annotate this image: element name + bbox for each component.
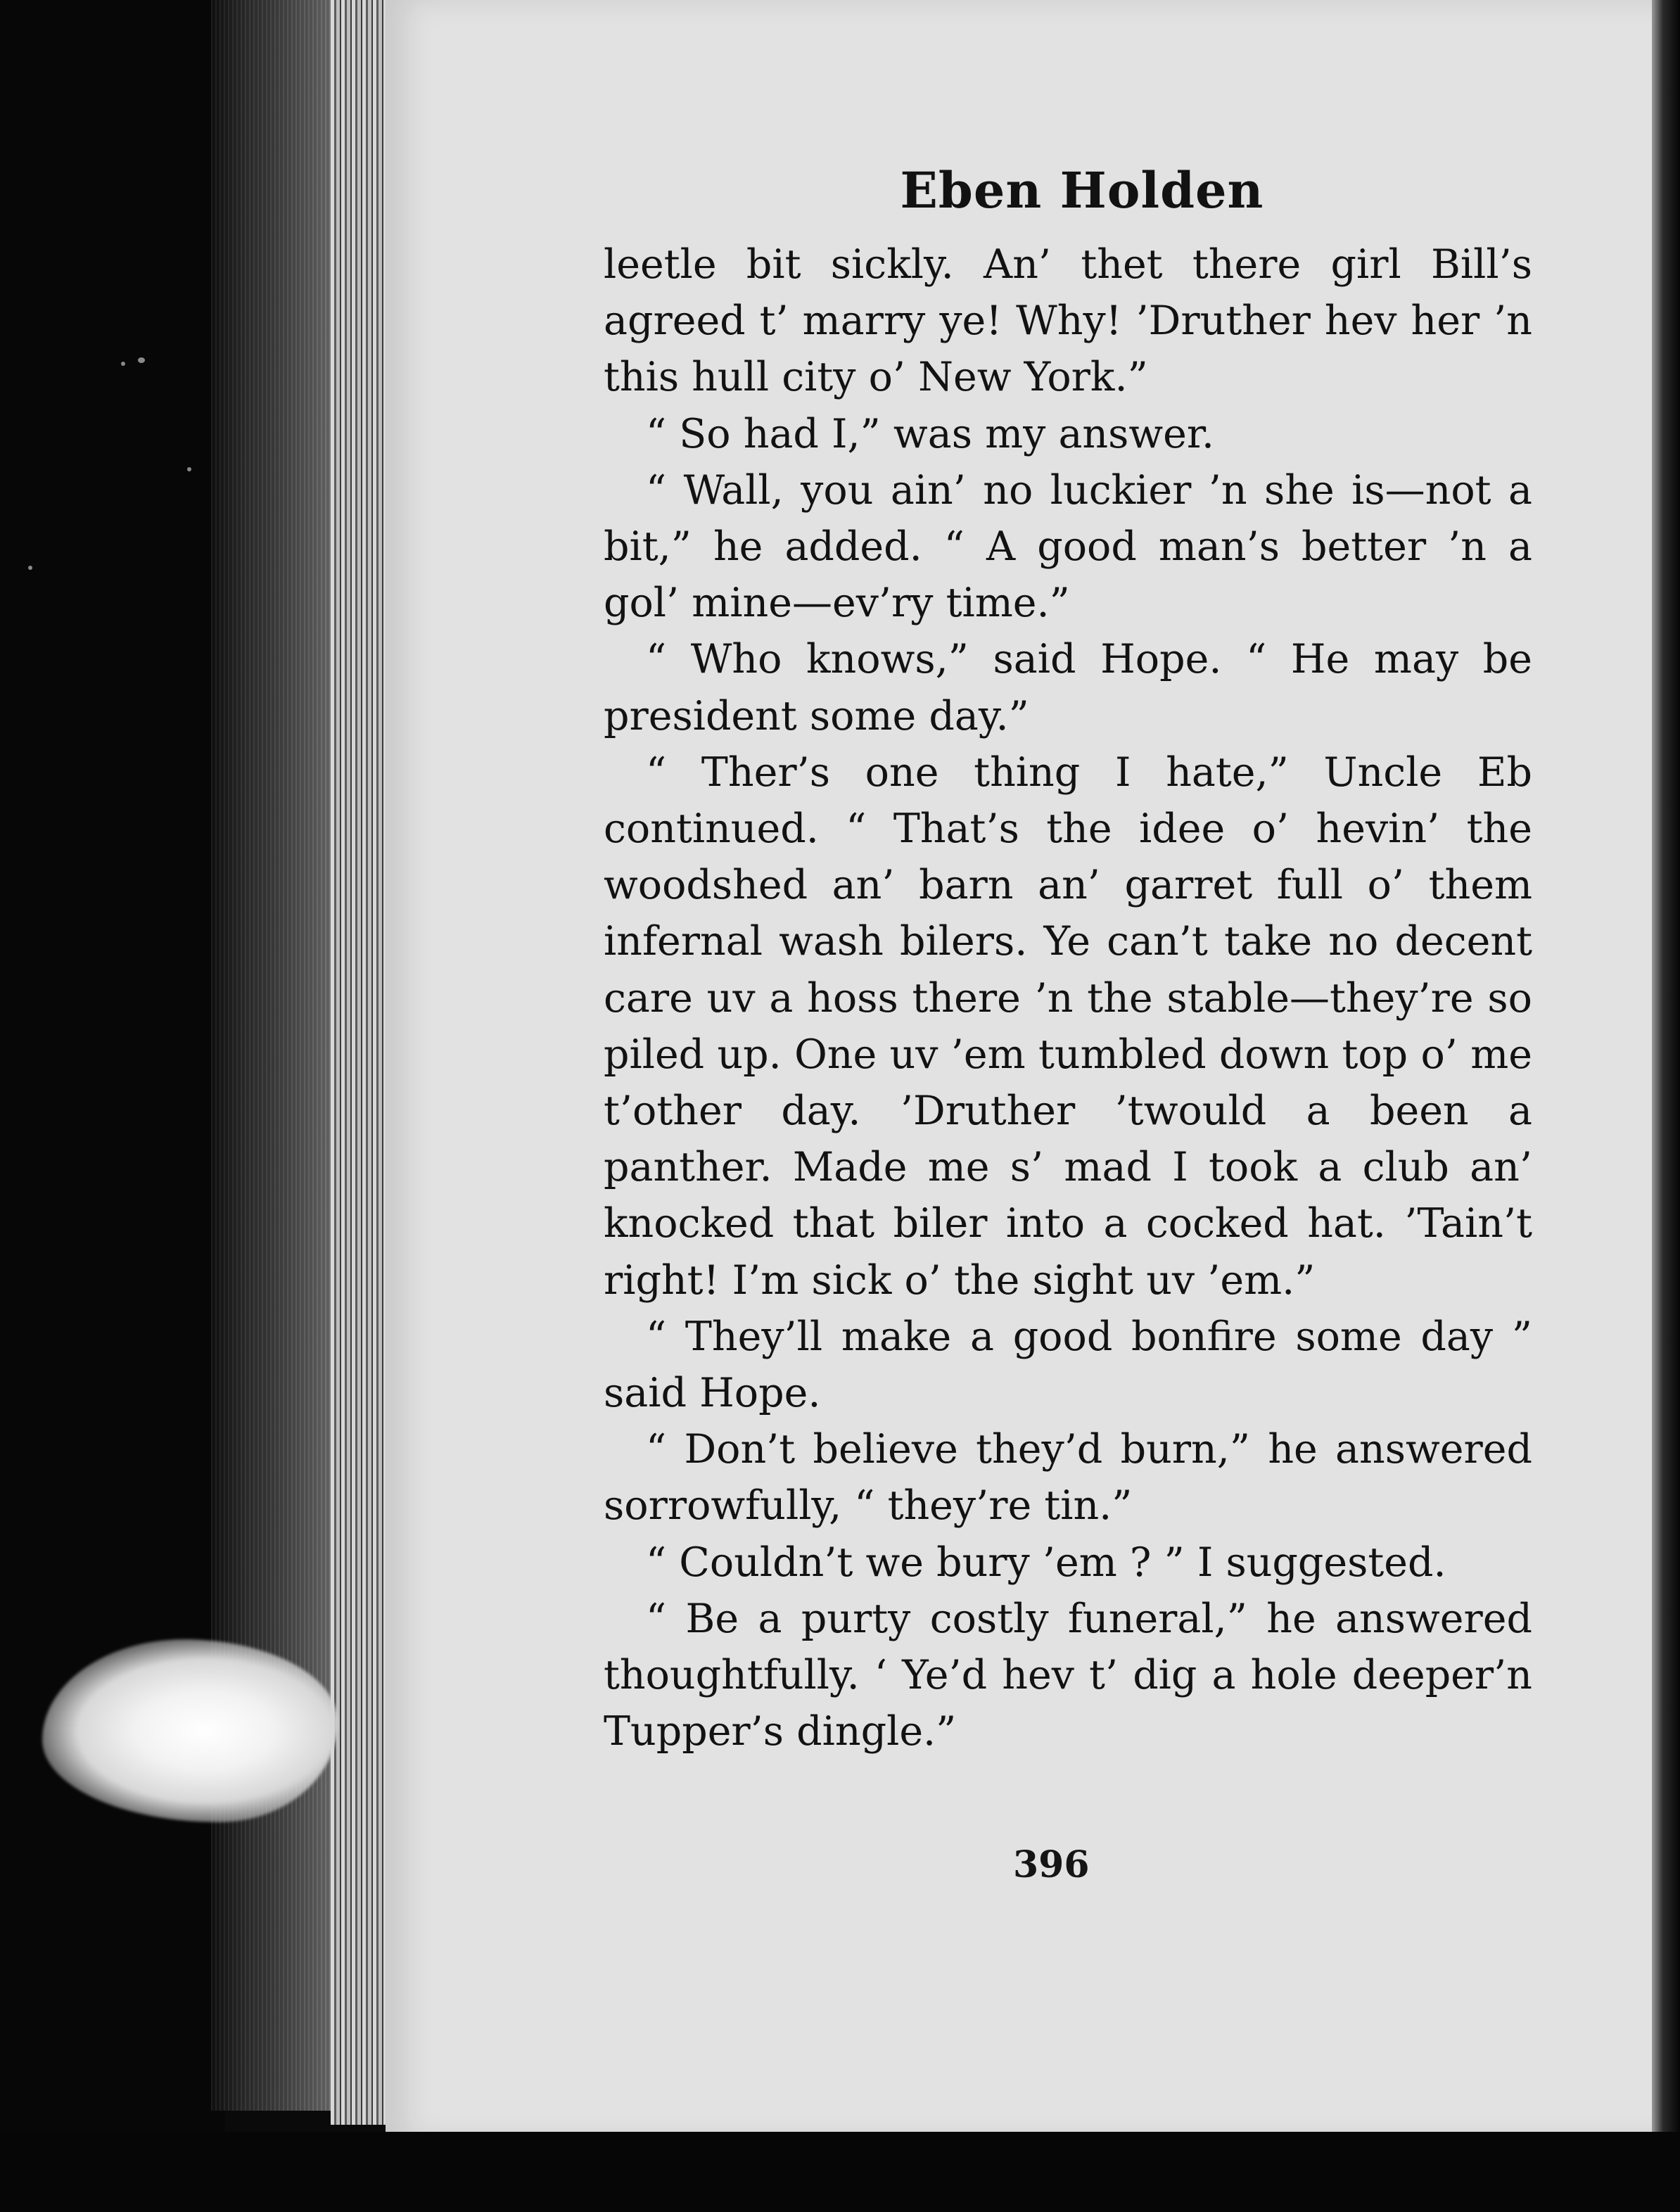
dust-speck [187,467,191,471]
paragraph: “ Who knows,” said Hope. “ He may be president some day.” [604,636,1532,739]
dust-speck [28,566,32,570]
paragraph: “ So had I,” was my answer. [646,410,1215,457]
page-number: 396 [1013,1843,1090,1886]
dust-speck [121,362,125,366]
running-head: Eben Holden [900,161,1264,220]
paragraph: “ Don’t believe they’d burn,” he answered sorrowfully, “ they’re tin.” [604,1426,1532,1530]
page-edges [331,0,387,2125]
paragraph: “ Couldn’t we bury ’em ? ” I suggested. [646,1539,1446,1586]
paragraph: “ Wall, you ain’ no luckier ’n she is—not a bit,” he added. “ A good man’s better ’n a gol’ mine—ev’ry time.” [604,466,1532,627]
bottom-dark-margin [0,2132,1680,2212]
left-dark-margin [0,0,225,2212]
paragraph: “ Ther’s one thing I hate,” Uncle Eb continued. “ That’s the idee o’ hevin’ the woodshed an’ barn an’ garret full o’ them infernal wash bilers. Ye can’t take no decent care uv a hoss there ’n the stable—they’re so piled up. One uv ’em tumbled down top o’ me t’other day. ’Druther ’twould a been a panther. Made me s’ mad I took a club an’ knocked that biler into a cocked hat. ’Tain’t right! I’m sick o’ the sight uv ’em.” [604,749,1532,1304]
paragraph: “ Be a purty costly funeral,” he answered thoughtfully. ‘ Ye’d hev t’ dig a hole deeper’n Tupper’s dingle.” [604,1595,1532,1755]
paragraph: leetle bit sickly. An’ thet there girl Bill’s agreed t’ marry ye! Why! ’Druther hev her ’n this hull city o’ New York.” [604,241,1532,401]
page-content [604,141,1532,1760]
dust-speck [138,357,145,363]
right-page-edge [1652,0,1680,2212]
paragraph: “ They’ll make a good bonfire some day ” said Hope. [604,1313,1532,1417]
